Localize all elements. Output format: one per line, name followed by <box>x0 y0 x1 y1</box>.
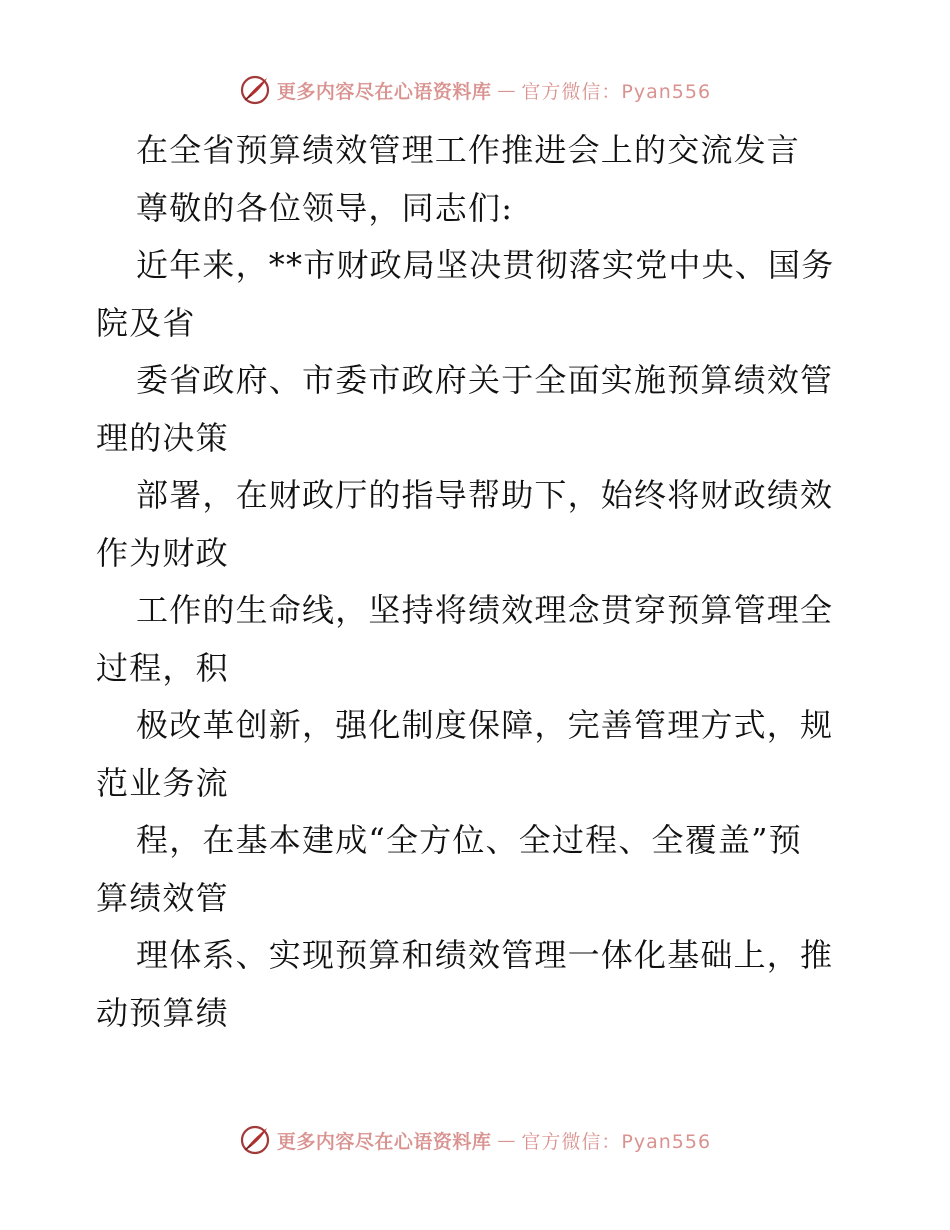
document-title: 在全省预算绩效管理工作推进会上的交流发言 <box>136 131 801 169</box>
footer-watermark <box>0 1120 950 1160</box>
paragraph-line: 算绩效管 <box>96 878 229 917</box>
paragraph-line: 院及省 <box>96 303 196 342</box>
paragraph-line: 委省政府、市委市政府关于全面实施预算绩效管 <box>136 361 834 399</box>
watermark-brand: 更多内容尽在心语资料库 <box>276 1130 492 1153</box>
quill-pen-circle-icon <box>239 1124 271 1156</box>
salutation: 尊敬的各位领导，同志们: <box>136 188 514 227</box>
watermark-wechat: 官方微信：Pyan556 <box>521 80 712 103</box>
paragraph-line: 理的决策 <box>96 418 229 457</box>
watermark-wechat: 官方微信：Pyan556 <box>521 1130 712 1153</box>
paragraph-line: 程，在基本建成“全方位、全过程、全覆盖”预 <box>136 821 802 859</box>
document-body <box>96 122 856 1042</box>
header-watermark <box>0 70 950 110</box>
paragraph-line: 理体系、实现预算和绩效管理一体化基础上，推 <box>136 936 834 974</box>
watermark-dash: — <box>497 1129 516 1151</box>
watermark-brand: 更多内容尽在心语资料库 <box>276 80 492 103</box>
paragraph-line: 极改革创新，强化制度保障，完善管理方式，规 <box>136 706 834 744</box>
paragraph-line: 近年来，**市财政局坚决贯彻落实党中央、国务 <box>136 246 835 284</box>
paragraph-line: 范业务流 <box>96 763 229 802</box>
paragraph-line: 过程，积 <box>96 648 229 687</box>
paragraph-line: 工作的生命线，坚持将绩效理念贯穿预算管理全 <box>136 591 834 629</box>
paragraph-line: 作为财政 <box>96 533 229 572</box>
quill-pen-circle-icon <box>239 74 271 106</box>
paragraph-line: 部署，在财政厅的指导帮助下，始终将财政绩效 <box>136 476 834 514</box>
watermark-dash: — <box>497 79 516 101</box>
paragraph-line: 动预算绩 <box>96 993 229 1032</box>
